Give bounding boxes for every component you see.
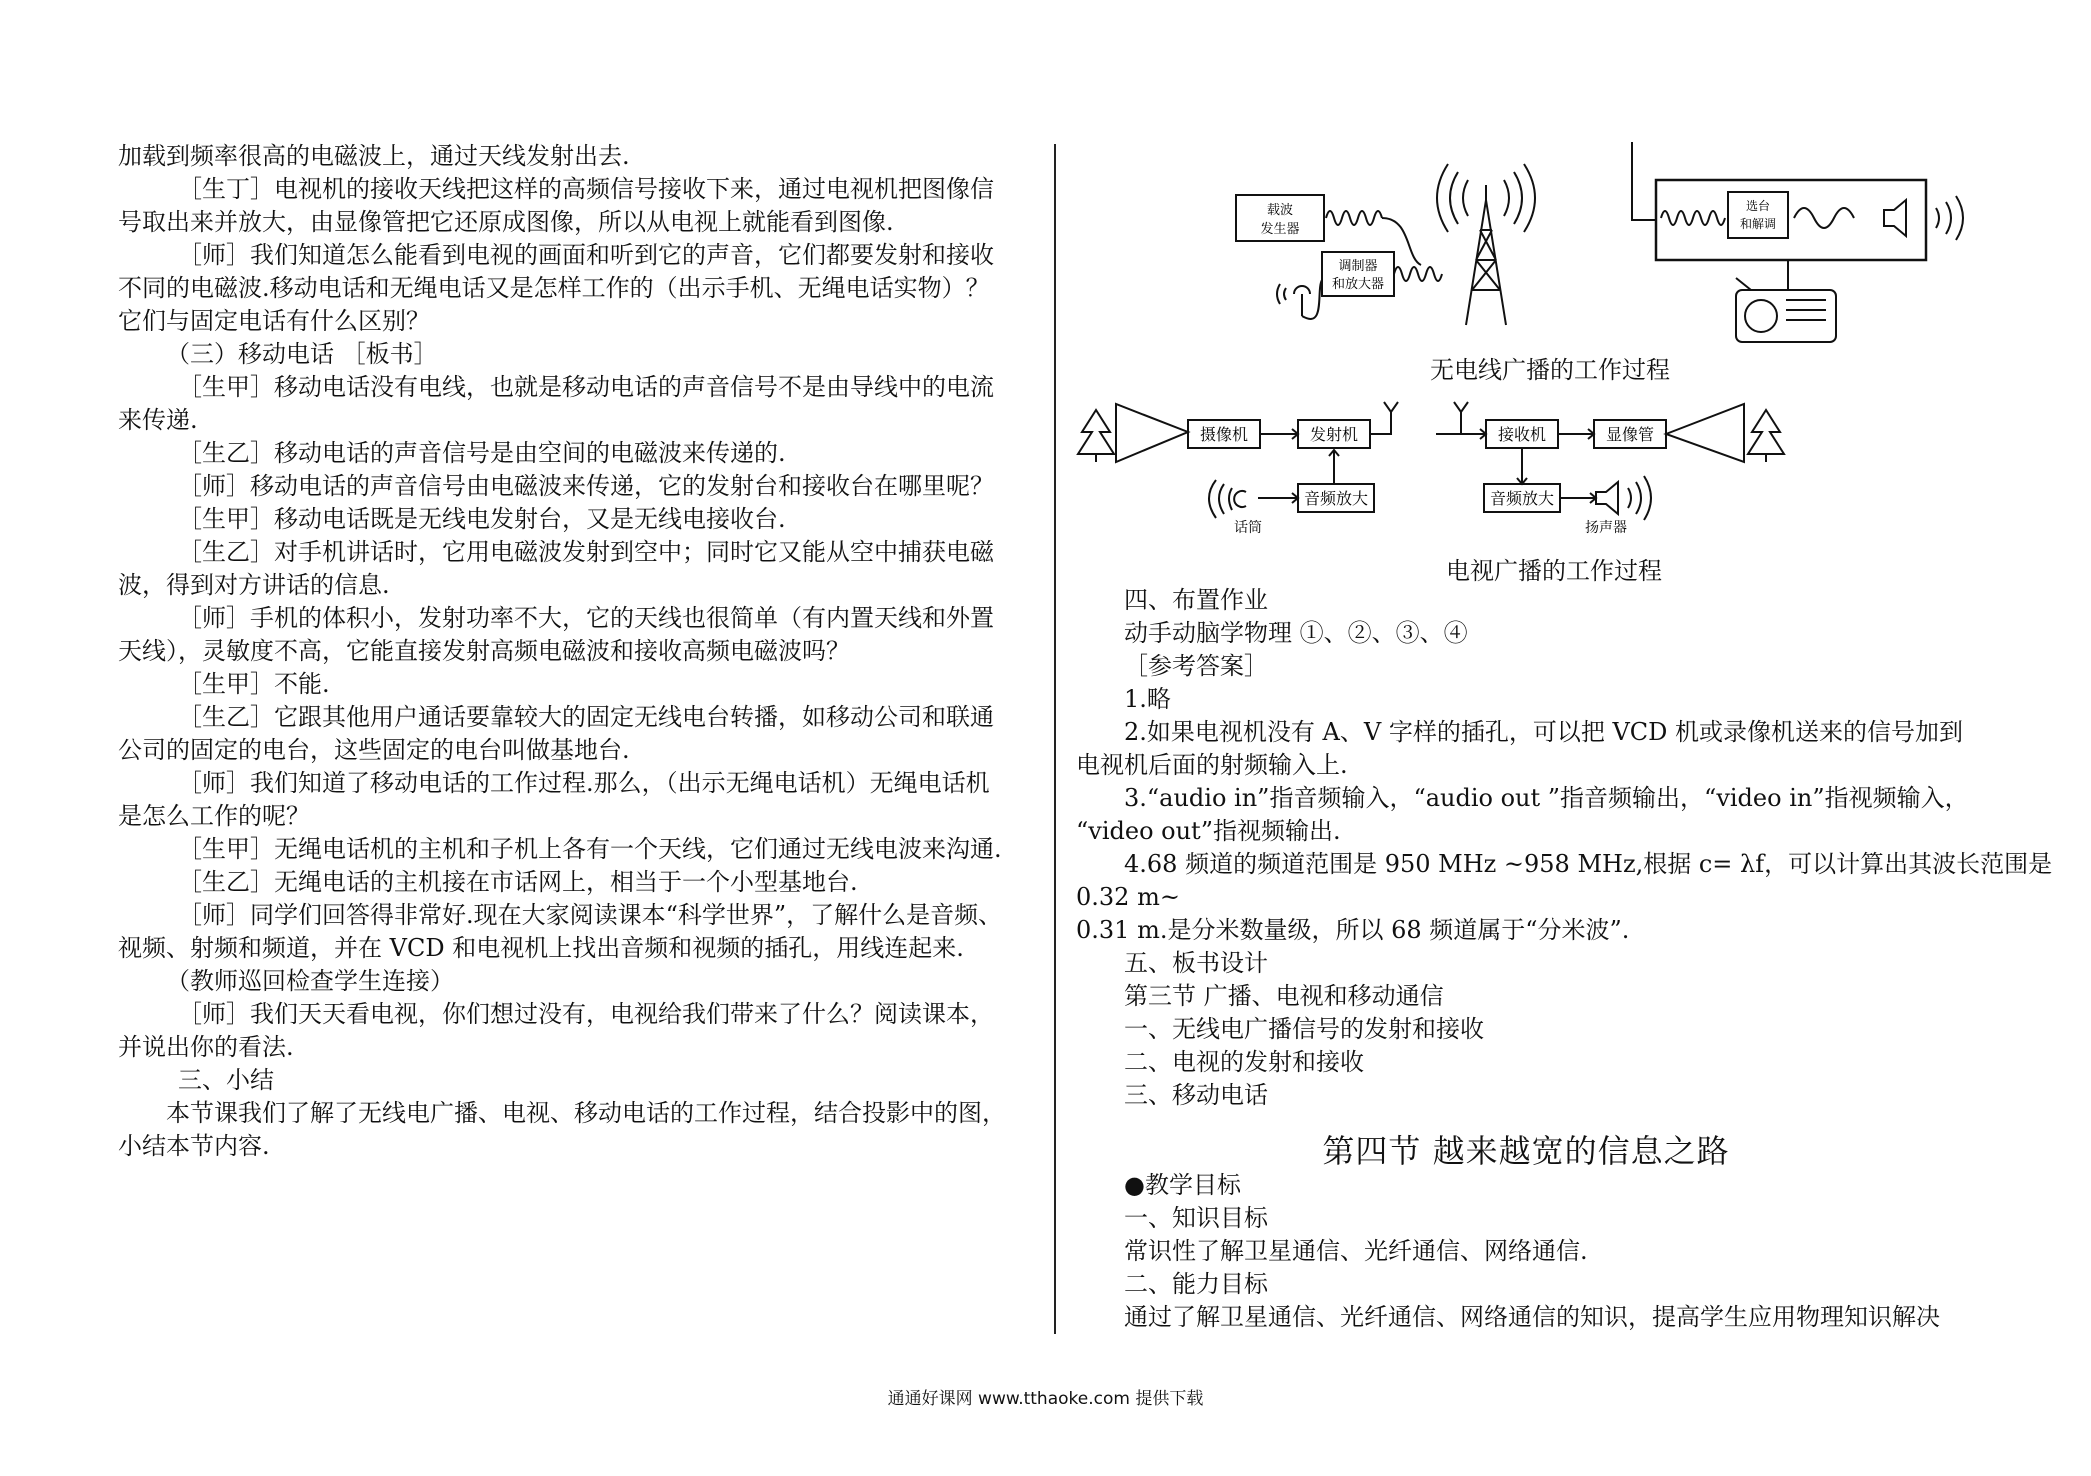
tree-icon	[1748, 410, 1784, 462]
modulated-wave	[1394, 267, 1442, 281]
text-line: 4.68 频道的频道范围是 950 MHz ~958 MHz,根据 c= λf，可以计算出其波长范围是	[1124, 850, 2053, 878]
receive-antenna-icon	[1436, 402, 1486, 439]
speaker-icon	[1884, 196, 1963, 240]
receiver-label: 接收机	[1497, 425, 1547, 444]
microphone-icon	[1277, 280, 1322, 319]
text-line: 常识性了解卫星通信、光纤通信、网络通信.	[1124, 1237, 1588, 1265]
receive-antenna-icon	[1632, 142, 1656, 220]
text-line: 2.如果电视机没有 A、V 字样的插孔，可以把 VCD 机或录像机送来的信号加到	[1124, 718, 1964, 746]
radio-caption: 无电线广播的工作过程	[1430, 356, 1670, 384]
image-cone	[1666, 404, 1744, 462]
arrow	[1258, 493, 1298, 503]
carrier-wire	[1382, 218, 1421, 265]
tree-icon	[1078, 410, 1114, 462]
section-heading: 三、小结	[178, 1066, 274, 1094]
text-line: ［师］同学们回答得非常好.现在大家阅读课本“科学世界”，了解什么是音频、	[178, 901, 1003, 929]
column-divider	[1054, 144, 1056, 1334]
text-line: （三）移动电话 ［板书］	[166, 340, 438, 368]
text-line: 1.略	[1124, 685, 1171, 713]
generator-label: 发生器	[1260, 222, 1300, 237]
text-line: 天线），灵敏度不高，它能直接发射高频电磁波和接收高频电磁波吗？	[118, 637, 850, 665]
text-line: 它们与固定电话有什么区别？	[118, 307, 430, 335]
text-line: 公司的固定的电台，这些固定的电台叫做基地台.	[118, 736, 630, 764]
text-line: “video out”指视频输出.	[1076, 817, 1341, 845]
text-line: 一、无线电广播信号的发射和接收	[1124, 1015, 1484, 1043]
transmit-tower-icon	[1437, 164, 1535, 325]
amplifier-label: 和放大器	[1331, 277, 1385, 292]
text-line: 三、移动电话	[1124, 1081, 1268, 1109]
text-line: 通过了解卫星通信、光纤通信、网络通信的知识，提高学生应用物理知识解决	[1124, 1303, 1940, 1331]
microphone-icon	[1209, 480, 1246, 518]
speaker-label: 扬声器	[1585, 520, 1627, 536]
text-line: ［生乙］无绳电话的主机接在市话网上，相当于一个小型基地台.	[178, 868, 858, 896]
text-line: ［师］移动电话的声音信号由电磁波来传递，它的发射台和接收台在哪里呢？	[178, 472, 994, 500]
arrow	[1560, 493, 1596, 503]
arrow	[1260, 429, 1298, 439]
text-line: 二、能力目标	[1124, 1270, 1268, 1298]
audio-amp-rx-label: 音频放大	[1489, 489, 1555, 508]
text-line: ［生甲］移动电话没有电线，也就是移动电话的声音信号不是由导线中的电流	[178, 373, 994, 401]
camera-label: 摄像机	[1199, 425, 1249, 444]
transmitter-label: 发射机	[1309, 425, 1359, 444]
text-line: 二、电视的发射和接收	[1124, 1048, 1364, 1076]
carrier-wave	[1326, 211, 1382, 225]
text-line: 加载到频率很高的电磁波上，通过天线发射出去.	[118, 142, 630, 170]
text-line: ［生甲］移动电话既是无线电发射台，又是无线电接收台.	[178, 505, 786, 533]
text-line: 动手动脑学物理 ①、②、③、④	[1124, 619, 1468, 647]
text-line: 3.“audio in”指音频输入，“audio out ”指音频输出，“video in”指视频输入，	[1124, 784, 1969, 812]
radio-set-icon	[1736, 278, 1836, 342]
text-line: ［师］手机的体积小，发射功率不大，它的天线也很简单（有内置天线和外置	[178, 604, 994, 632]
text-line: 本节课我们了解了无线电广播、电视、移动电话的工作过程，结合投影中的图，	[166, 1099, 1006, 1127]
tuner-label: 选台	[1745, 199, 1771, 213]
text-line: 小结本节内容.	[118, 1132, 270, 1160]
tv-broadcast-diagram	[1076, 392, 1976, 540]
speaker-icon	[1596, 476, 1651, 520]
audio-amp-tx-label: 音频放大	[1303, 489, 1369, 508]
section-heading: ●教学目标	[1124, 1171, 1241, 1199]
view-cone	[1116, 404, 1188, 462]
text-line: 第三节 广播、电视和移动通信	[1124, 982, 1444, 1010]
section-heading: 五、板书设计	[1124, 949, 1268, 977]
arrow	[1329, 450, 1339, 484]
audio-wave	[1794, 208, 1854, 228]
crt-label: 显像管	[1605, 425, 1655, 444]
right-column	[1076, 584, 2053, 1112]
text-line: ［师］我们知道了移动电话的工作过程.那么，（出示无绳电话机）无绳电话机	[178, 769, 990, 797]
text-line: 电视机后面的射频输入上.	[1076, 751, 1348, 779]
text-line: 视频、射频和频道，并在 VCD 和电视机上找出音频和视频的插孔，用线连起来.	[118, 934, 964, 962]
demod-label: 和解调	[1739, 217, 1777, 231]
text-line: ［生乙］移动电话的声音信号是由空间的电磁波来传递的.	[178, 439, 786, 467]
text-line: （教师巡回检查学生连接）	[166, 967, 454, 995]
text-line: ［生乙］对手机讲话时，它用电磁波发射到空中；同时它又能从空中捕获电磁	[178, 538, 994, 566]
text-line: 来传递.	[118, 406, 198, 434]
arrow	[1558, 429, 1594, 439]
tv-caption: 电视广播的工作过程	[1446, 557, 1662, 585]
text-line: ［师］我们知道怎么能看到电视的画面和听到它的声音，它们都要发射和接收	[178, 241, 994, 269]
text-line: 0.32 m~	[1076, 883, 1180, 911]
text-line: ［参考答案］	[1124, 652, 1268, 680]
text-line: 号取出来并放大，由显像管把它还原成图像，所以从电视上就能看到图像.	[118, 208, 894, 236]
transmit-antenna-icon	[1370, 402, 1398, 434]
arrow	[1517, 448, 1527, 484]
received-wave	[1661, 211, 1725, 225]
text-line: ［生甲］不能.	[178, 670, 330, 698]
carrier-label: 载波	[1266, 203, 1294, 218]
section-heading: 四、布置作业	[1124, 586, 1268, 614]
text-line: 波，得到对方讲话的信息.	[118, 571, 390, 599]
text-line: ［生甲］无绳电话机的主机和子机上各有一个天线，它们通过无线电波来沟通.	[178, 835, 1002, 863]
footer-credit: 通通好课网 www.tthaoke.com 提供下载	[887, 1389, 1204, 1409]
text-line: 是怎么工作的呢？	[118, 802, 310, 830]
microphone-label: 话筒	[1234, 520, 1262, 536]
text-line: 不同的电磁波.移动电话和无绳电话又是怎样工作的（出示手机、无绳电话实物）？	[118, 274, 990, 302]
modulator-label: 调制器	[1338, 259, 1378, 274]
right-column-goals	[1076, 1169, 1981, 1334]
radio-receiver-box	[1656, 180, 1926, 260]
left-column	[118, 140, 1038, 1163]
text-line: 一、知识目标	[1124, 1204, 1268, 1232]
text-line: ［生乙］它跟其他用户通话要靠较大的固定无线电台转播，如移动公司和联通	[178, 703, 994, 731]
text-line: ［师］我们天天看电视，你们想过没有，电视给我们带来了什么？阅读课本，	[178, 1000, 994, 1028]
radio-broadcast-diagram	[1076, 140, 1976, 350]
text-line: ［生丁］电视机的接收天线把这样的高频信号接收下来，通过电视机把图像信	[178, 175, 994, 203]
section-title: 第四节 越来越宽的信息之路	[1322, 1132, 1730, 1170]
text-line: 0.31 m.是分米数量级，所以 68 频道属于“分米波”.	[1076, 916, 1630, 944]
text-line: 并说出你的看法.	[118, 1033, 294, 1061]
